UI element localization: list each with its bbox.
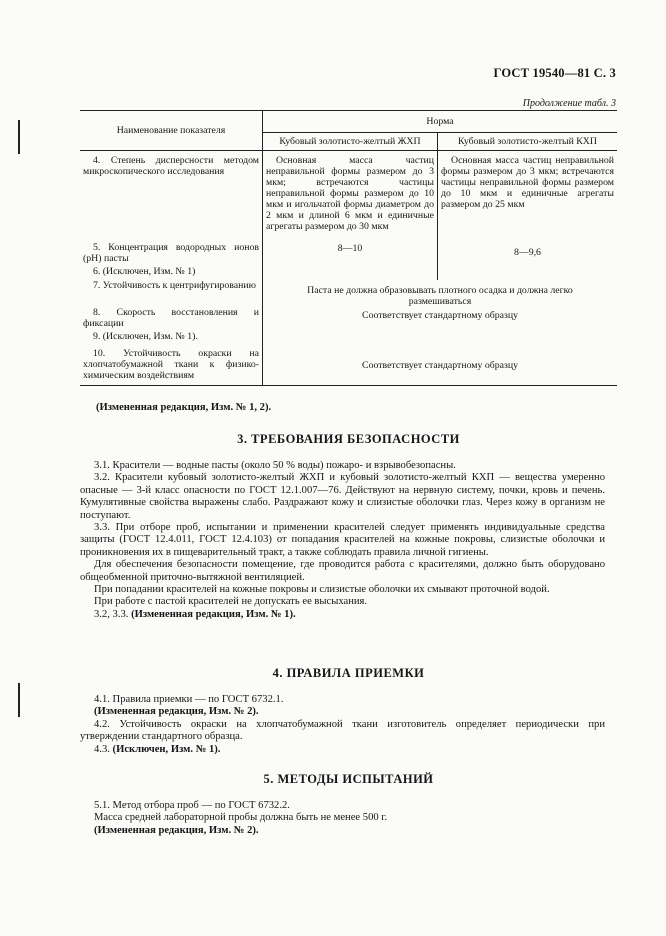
amendment-note: (Исключен, Изм. № 1). bbox=[112, 743, 221, 755]
table-amendment-note: (Измененная редакция, Изм. № 1, 2). bbox=[96, 402, 272, 413]
indicators-table bbox=[80, 110, 617, 386]
paragraph-number: 4.3. bbox=[94, 743, 110, 755]
indicator-name: 4. Степень дисперсности методом микроскопического исследования bbox=[83, 155, 259, 177]
column-header-zhkhp: Кубовый золотисто-желтый ЖХП bbox=[263, 133, 438, 151]
table-row bbox=[80, 331, 617, 346]
paragraph: Масса средней лабораторной пробы должна быть не менее 500 г. bbox=[94, 812, 388, 824]
paragraph: 3.3. При отборе проб, испытании и применении красителей следует применять индивидуальные средства защиты (ГОСТ 12.4.011, ГОСТ 12.4.103) от попадания красителей на кожные покровы, слизистые оболочки и проникновения их в пищеварительный тракт, а также соблюдать правила личной гигиены. bbox=[80, 522, 605, 558]
norm-common: Паста не должна образовывать плотного осадка и должна легко размешиваться bbox=[263, 280, 618, 307]
norm-zhkhp: Основная масса частиц неправильной формы размером до 3 мкм; встречаются частицы неправильной формы размером до 10 мкм и игольчатой формы диаметром до 2 мкм и длиной 6 мкм и единичные агрегаты размером до 30 мкм bbox=[266, 155, 434, 232]
indicator-name: 9. (Исключен, Изм. № 1). bbox=[93, 330, 198, 342]
norm-kkhp: 8—9,6 bbox=[438, 239, 618, 266]
revision-bar bbox=[18, 683, 20, 717]
paragraph: При работе с пастой красителей не допускать ее высыхания. bbox=[94, 596, 368, 608]
column-header-indicator: Наименование показателя bbox=[80, 111, 263, 151]
amendment-prefix: 3.2, 3.3. bbox=[94, 608, 129, 620]
paragraph: 4.2. Устойчивость окраски на хлопчатобумажной ткани изготовитель определяет периодически при утверждении стандартного образца. bbox=[80, 718, 605, 743]
norm-zhkhp: 8—10 bbox=[263, 239, 438, 266]
norm-common: Соответствует стандартному образцу bbox=[263, 307, 618, 331]
indicator-name: 8. Скорость восстановления и фиксации bbox=[83, 306, 259, 329]
paragraph: 4.1. Правила приемки — по ГОСТ 6732.1. bbox=[94, 694, 284, 705]
indicator-name: 7. Устойчивость к центрифугированию bbox=[93, 279, 256, 291]
paragraph: 5.1. Метод отбора проб — по ГОСТ 6732.2. bbox=[94, 800, 290, 811]
paragraph: 3.2. Красители кубовый золотисто-желтый ЖХП и кубовый золотисто-желтый КХП — вещества умеренно опасные — 3-й класс опасности по ГОСТ 12.1.007—76. Действуют на нервную систему, почки, кровь и печень. Кумулятивные свойства выражены слабо. Раздражают кожу и слизистые оболочки глаз. Через кожу в организм не поступают. bbox=[80, 472, 605, 521]
page-header: ГОСТ 19540—81 С. 3 bbox=[493, 66, 616, 80]
column-header-kkhp: Кубовый золотисто-желтый КХП bbox=[438, 133, 618, 151]
amendment-note: (Измененная редакция, Изм. № 1). bbox=[131, 608, 296, 620]
table-row bbox=[80, 151, 617, 239]
table-row bbox=[80, 280, 617, 307]
amendment-note: (Измененная редакция, Изм. № 2). bbox=[94, 824, 259, 836]
paragraph: 3.1. Красители — водные пасты (около 50 % воды) пожаро- и взрывобезопасны. bbox=[94, 460, 456, 471]
table-row bbox=[80, 266, 617, 280]
norm-common: Соответствует стандартному образцу bbox=[263, 346, 618, 386]
indicator-name: 6. (Исключен, Изм. № 1) bbox=[93, 265, 196, 277]
section-title-acceptance: 4. ПРАВИЛА ПРИЕМКИ bbox=[272, 666, 425, 680]
section-safety-body bbox=[80, 460, 605, 621]
table-row bbox=[80, 239, 617, 266]
revision-bar bbox=[18, 120, 20, 154]
section-acceptance-body bbox=[80, 694, 605, 756]
section-title-test-methods: 5. МЕТОДЫ ИСПЫТАНИЙ bbox=[263, 772, 434, 786]
paragraph: Для обеспечения безопасности помещение, где проводится работа с красителями, должно быть оборудовано общеобменной приточно-вытяжной вентиляцией. bbox=[80, 559, 605, 583]
amendment-line bbox=[80, 744, 605, 756]
section-title-safety: 3. ТРЕБОВАНИЯ БЕЗОПАСНОСТИ bbox=[237, 432, 460, 446]
amendment-note: (Измененная редакция, Изм. № 2). bbox=[94, 706, 259, 718]
table-row bbox=[80, 346, 617, 386]
table-continuation-label: Продолжение табл. 3 bbox=[522, 98, 616, 109]
section-test-methods-body bbox=[80, 800, 605, 837]
indicator-name: 10. Устойчивость окраски на хлопчатобумажной ткани к физико-химическим воздействиям bbox=[83, 347, 259, 381]
table-row bbox=[80, 307, 617, 331]
norm-kkhp: Основная масса частиц неправильной формы размером до 3 мкм; встречаются частицы неправильной формы размером до 10 мкм и единичные агрегаты размером до 25 мкм bbox=[441, 155, 614, 210]
column-header-norm: Норма bbox=[263, 111, 618, 133]
paragraph: При попадании красителей на кожные покровы и слизистые оболочки их смывают проточной водой. bbox=[94, 584, 550, 596]
indicator-name: 5. Концентрация водородных ионов (pH) пасты bbox=[83, 241, 259, 264]
amendment-line bbox=[80, 609, 605, 621]
